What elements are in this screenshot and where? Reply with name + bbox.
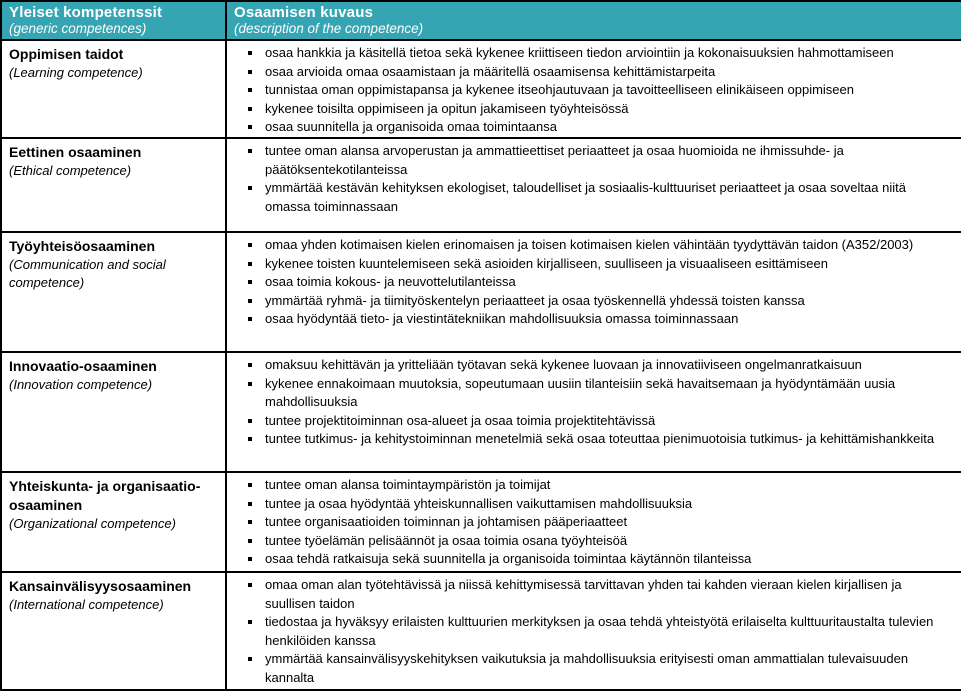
- competence-subtitle: (Learning competence): [9, 65, 143, 80]
- description-cell: [226, 232, 961, 352]
- bullet-item: osaa toimia kokous- ja neuvottelutilanteissa: [265, 273, 953, 292]
- bullet-list: [235, 476, 953, 569]
- bullet-item: tuntee oman alansa arvoperustan ja ammattieettiset periaatteet ja osaa huomioida ne ihmissuhde- ja päätöksentekotilanteissa: [265, 142, 953, 179]
- header-col2-subtitle: (description of the competence): [234, 21, 424, 36]
- description-cell: [226, 40, 961, 138]
- competence-subtitle: (International competence): [9, 597, 164, 612]
- description-cell: [226, 352, 961, 472]
- bullet-item: ymmärtää kansainvälisyyskehityksen vaikutuksia ja mahdollisuuksia erityisesti oman ammattialan tulevaisuuden kannalta: [265, 650, 953, 687]
- bullet-item: osaa hankkia ja käsitellä tietoa sekä kykenee kriittiseen tiedon arviointiin ja kokonaisuuksien hahmottamiseen: [265, 44, 953, 63]
- table-row: [1, 232, 961, 352]
- bullet-item: ymmärtää kestävän kehityksen ekologiset, taloudelliset ja sosiaalis-kulttuuriset periaatteet ja osaa soveltaa niitä omassa toiminnassaan: [265, 179, 953, 216]
- bullet-item: tuntee työelämän pelisäännöt ja osaa toimia osana työyhteisöä: [265, 532, 953, 551]
- bullet-list: [235, 142, 953, 216]
- bullet-item: osaa tehdä ratkaisuja sekä suunnitella ja organisoida toimintaa käytännön tilanteissa: [265, 550, 953, 569]
- bullet-item: tuntee ja osaa hyödyntää yhteiskunnallisen vaikuttamisen mahdollisuuksia: [265, 495, 953, 514]
- competence-subtitle: (Organizational competence): [9, 516, 176, 531]
- competence-cell: [1, 40, 226, 138]
- bullet-item: ymmärtää ryhmä- ja tiimityöskentelyn periaatteet ja osaa työskennellä yhdessä toisten kanssa: [265, 292, 953, 311]
- bullet-list: [235, 356, 953, 449]
- table-header-row: [1, 1, 961, 40]
- bullet-item: tuntee projektitoiminnan osa-alueet ja osaa toimia projektitehtävissä: [265, 412, 953, 431]
- competence-subtitle: (Innovation competence): [9, 377, 153, 392]
- bullet-list: [235, 44, 953, 137]
- bullet-list: [235, 236, 953, 329]
- table-row: [1, 472, 961, 572]
- table-row: [1, 138, 961, 232]
- bullet-item: kykenee toisten kuuntelemiseen sekä asioiden kirjalliseen, suulliseen ja visuaaliseen esittämiseen: [265, 255, 953, 274]
- bullet-item: kykenee toisilta oppimiseen ja opitun jakamiseen työyhteisössä: [265, 100, 953, 119]
- header-col1-title: Yleiset kompetenssit: [9, 4, 163, 21]
- competence-cell: [1, 352, 226, 472]
- bullet-item: kykenee ennakoimaan muutoksia, sopeutumaan uusiin tilanteisiin sekä havaitsemaan ja hyödyntämään uusia mahdollisuuksia: [265, 375, 953, 412]
- bullet-item: tuntee organisaatioiden toiminnan ja johtamisen pääperiaatteet: [265, 513, 953, 532]
- bullet-item: tuntee tutkimus- ja kehitystoiminnan menetelmiä sekä osaa toteuttaa pienimuotoisia tutkimus- ja kehittämishankkeita: [265, 430, 953, 449]
- header-col-competences: [1, 1, 226, 40]
- bullet-item: omaksuu kehittävän ja yritteliään työtavan sekä kykenee luovaan ja innovatiiviseen ongelmanratkaisuun: [265, 356, 953, 375]
- competence-subtitle: (Communication and social competence): [9, 257, 166, 290]
- competence-cell: [1, 572, 226, 690]
- bullet-item: osaa suunnitella ja organisoida omaa toimintaansa: [265, 118, 953, 137]
- header-col1-subtitle: (generic competences): [9, 21, 147, 36]
- table-row: [1, 572, 961, 690]
- header-col-description: [226, 1, 961, 40]
- competence-title: Yhteiskunta- ja organisaatio-osaaminen: [9, 478, 201, 513]
- competence-title: Oppimisen taidot: [9, 46, 124, 62]
- competence-cell: [1, 232, 226, 352]
- bullet-item: osaa hyödyntää tieto- ja viestintätekniikan mahdollisuuksia omassa toiminnassaan: [265, 310, 953, 329]
- header-col2-title: Osaamisen kuvaus: [234, 4, 374, 21]
- table-row: [1, 352, 961, 472]
- bullet-list: [235, 576, 953, 687]
- competence-title: Eettinen osaaminen: [9, 144, 142, 160]
- description-cell: [226, 138, 961, 232]
- competence-title: Kansainvälisyysosaaminen: [9, 578, 192, 594]
- bullet-item: omaa oman alan työtehtävissä ja niissä kehittymisessä tarvittavan yhden tai kahden vieraan kielen kirjallisen ja suullisen taidon: [265, 576, 953, 613]
- competence-cell: [1, 472, 226, 572]
- table-body: [1, 40, 961, 690]
- competence-cell: [1, 138, 226, 232]
- bullet-item: omaa yhden kotimaisen kielen erinomaisen ja toisen kotimaisen kielen vähintään tyydyttävän taidon (A352/2003): [265, 236, 953, 255]
- competence-subtitle: (Ethical competence): [9, 163, 132, 178]
- description-cell: [226, 572, 961, 690]
- bullet-item: tunnistaa oman oppimistapansa ja kykenee itseohjautuvaan ja tavoitteelliseen elinikäiseen oppimiseen: [265, 81, 953, 100]
- bullet-item: tiedostaa ja hyväksyy erilaisten kulttuurien merkityksen ja osaa tehdä yhteistyötä erilaiselta kulttuuritaustalta tulevien henkilöiden kanssa: [265, 613, 953, 650]
- table-row: [1, 40, 961, 138]
- description-cell: [226, 472, 961, 572]
- bullet-item: osaa arvioida omaa osaamistaan ja määritellä osaamisensa kehittämistarpeita: [265, 63, 953, 82]
- bullet-item: tuntee oman alansa toimintaympäristön ja toimijat: [265, 476, 953, 495]
- competence-title: Innovaatio-osaaminen: [9, 358, 157, 374]
- competence-title: Työyhteisöosaaminen: [9, 238, 156, 254]
